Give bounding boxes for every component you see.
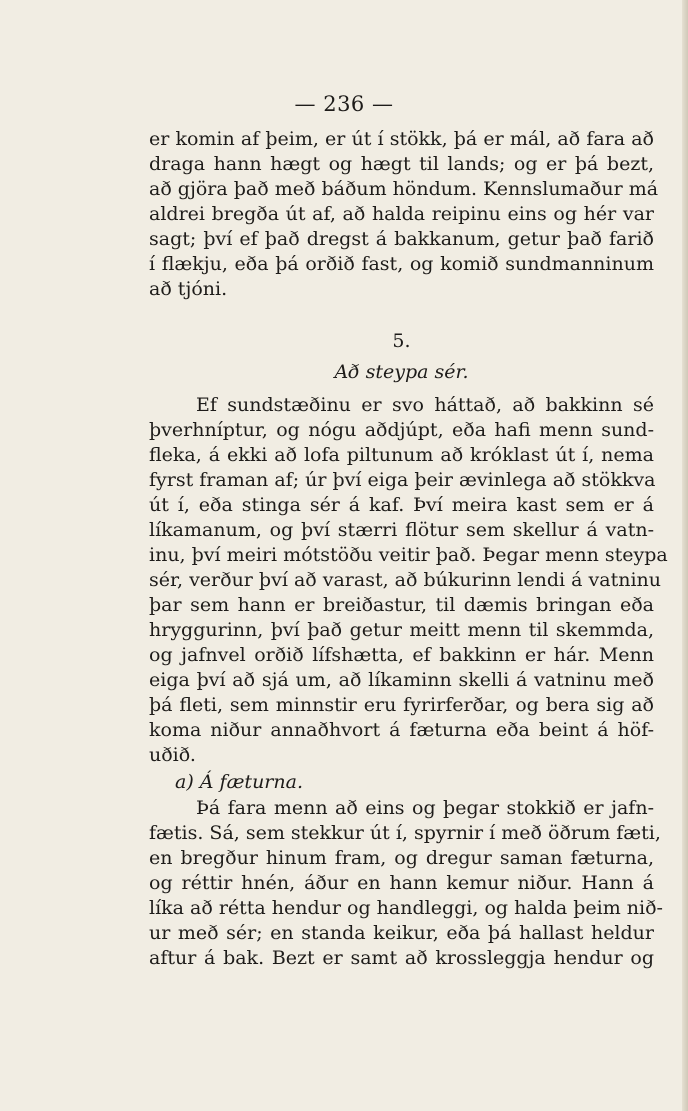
text-line: líkamanum, og því stærri flötur sem skellur á vatn- bbox=[149, 519, 654, 541]
text-line: aftur á bak. Bezt er samt að krossleggja hendur og bbox=[149, 947, 654, 969]
text-line: sagt; því ef það dregst á bakkanum, getur það farið bbox=[149, 228, 654, 250]
text-line: og réttir hnén, áður en hann kemur niður. Hann á bbox=[149, 872, 654, 894]
text-line: og jafnvel orðið lífshætta, ef bakkinn er hár. Menn bbox=[149, 644, 654, 666]
text-line: að tjóni. bbox=[149, 278, 228, 300]
text-line: fyrst framan af; úr því eiga þeir ævinlega að stökkva bbox=[149, 469, 656, 491]
text-line: út í, eða stinga sér á kaf. Því meira kast sem er á bbox=[149, 494, 654, 516]
text-line: Þá fara menn að eins og þegar stokkið er jafn- bbox=[196, 797, 654, 819]
text-line: koma niður annaðhvort á fæturna eða beint á höf- bbox=[149, 719, 654, 741]
sub-heading: a) Á fæturna. bbox=[175, 771, 303, 793]
text-line: ur með sér; en standa keikur, eða þá hallast heldur bbox=[149, 922, 654, 944]
text-line: uðið. bbox=[149, 744, 196, 766]
page-number: — 236 — bbox=[294, 92, 394, 116]
text-line: draga hann hægt og hægt til lands; og er þá bezt, bbox=[149, 153, 654, 175]
text-line: fleka, á ekki að lofa piltunum að króklast út í, nema bbox=[149, 444, 654, 466]
text-line: þar sem hann er breiðastur, til dæmis bringan eða bbox=[149, 594, 654, 616]
text-line: eiga því að sjá um, að líkaminn skelli á vatninu með bbox=[149, 669, 654, 691]
text-line: aldrei bregða út af, að halda reipinu eins og hér var bbox=[149, 203, 654, 225]
text-line: líka að rétta hendur og handleggi, og halda þeim nið- bbox=[149, 897, 663, 919]
section-title: Að steypa sér. bbox=[334, 361, 469, 383]
text-line: þverhníptur, og nógu aðdjúpt, eða hafi menn sund- bbox=[149, 419, 654, 441]
text-line: inu, því meiri mótstöðu veitir það. Þegar menn steypa bbox=[149, 544, 668, 566]
page-edge bbox=[682, 0, 688, 1111]
text-line: Ef sundstæðinu er svo háttað, að bakkinn sé bbox=[196, 394, 654, 416]
text-line: að gjöra það með báðum höndum. Kennslumaður má bbox=[149, 178, 659, 200]
text-line: hryggurinn, því það getur meitt menn til skemmda, bbox=[149, 619, 654, 641]
section-number: 5. bbox=[392, 330, 411, 352]
text-line: þá fleti, sem minnstir eru fyrirferðar, og bera sig að bbox=[149, 694, 654, 716]
text-line: en bregður hinum fram, og dregur saman fæturna, bbox=[149, 847, 654, 869]
text-line: fætis. Sá, sem stekkur út í, spyrnir í með öðrum fæti, bbox=[149, 822, 661, 844]
text-line: er komin af þeim, er út í stökk, þá er mál, að fara að bbox=[149, 128, 654, 150]
text-line: í flækju, eða þá orðið fast, og komið sundmanninum bbox=[149, 253, 654, 275]
text-line: sér, verður því að varast, að búkurinn lendi á vatninu bbox=[149, 569, 661, 591]
